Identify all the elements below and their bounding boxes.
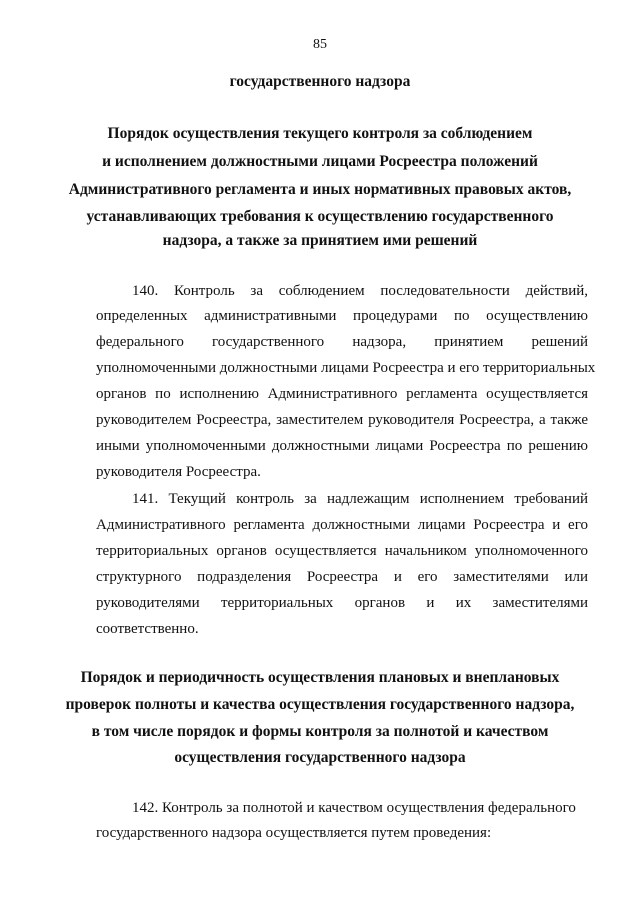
section2-heading-line: Порядок и периодичность осуществления плановых и внеплановых	[80, 669, 560, 686]
paragraph-line: уполномоченными должностными лицами Росреестра и его территориальных	[96, 360, 596, 376]
paragraph-line: Административного регламента должностными лицами Росреестра и его	[96, 517, 588, 533]
paragraph-line: руководителями территориальных органов и их заместителями	[96, 595, 588, 611]
paragraph-line: руководителем Росреестра, заместителем руководителя Росреестра, а также	[96, 412, 588, 428]
section1-heading-line: и исполнением должностными лицами Росреестра положений	[102, 153, 538, 170]
paragraph-line: 141. Текущий контроль за надлежащим исполнением требований	[132, 491, 588, 507]
paragraph-line: государственного надзора осуществляется путем проведения:	[96, 825, 492, 841]
paragraph-line: руководителя Росреестра.	[96, 464, 261, 480]
page-number: 85	[313, 37, 327, 52]
paragraph-line: органов по исполнению Административного регламента осуществляется	[96, 386, 588, 402]
paragraph-line: федерального государственного надзора, принятием решений	[96, 334, 588, 350]
section1-heading-line: надзора, а также за принятием ими решений	[162, 232, 478, 249]
paragraph-line: структурного подразделения Росреестра и его заместителями или	[96, 569, 588, 585]
section1-heading-line: устанавливающих требования к осуществлению государственного	[86, 208, 554, 225]
paragraph-line: соответственно.	[96, 621, 199, 637]
paragraph-line: территориальных органов осуществляется начальником уполномоченного	[96, 543, 588, 559]
section2-heading-line: в том числе порядок и формы контроля за полнотой и качеством	[91, 723, 549, 740]
heading-continuation: государственного надзора	[229, 73, 411, 90]
section1-heading-line: Административного регламента и иных нормативных правовых актов,	[68, 181, 572, 198]
paragraph-line: иными уполномоченными должностными лицами Росреестра по решению	[96, 438, 588, 454]
section1-heading-line: Порядок осуществления текущего контроля за соблюдением	[107, 125, 533, 142]
section2-heading-line: проверок полноты и качества осуществления государственного надзора,	[65, 696, 575, 713]
section2-heading-line: осуществления государственного надзора	[174, 749, 466, 766]
paragraph-line: 142. Контроль за полнотой и качеством осуществления федерального	[132, 800, 576, 816]
paragraph-line: 140. Контроль за соблюдением последовательности действий,	[132, 283, 588, 299]
paragraph-line: определенных административными процедурами по осуществлению	[96, 308, 588, 324]
